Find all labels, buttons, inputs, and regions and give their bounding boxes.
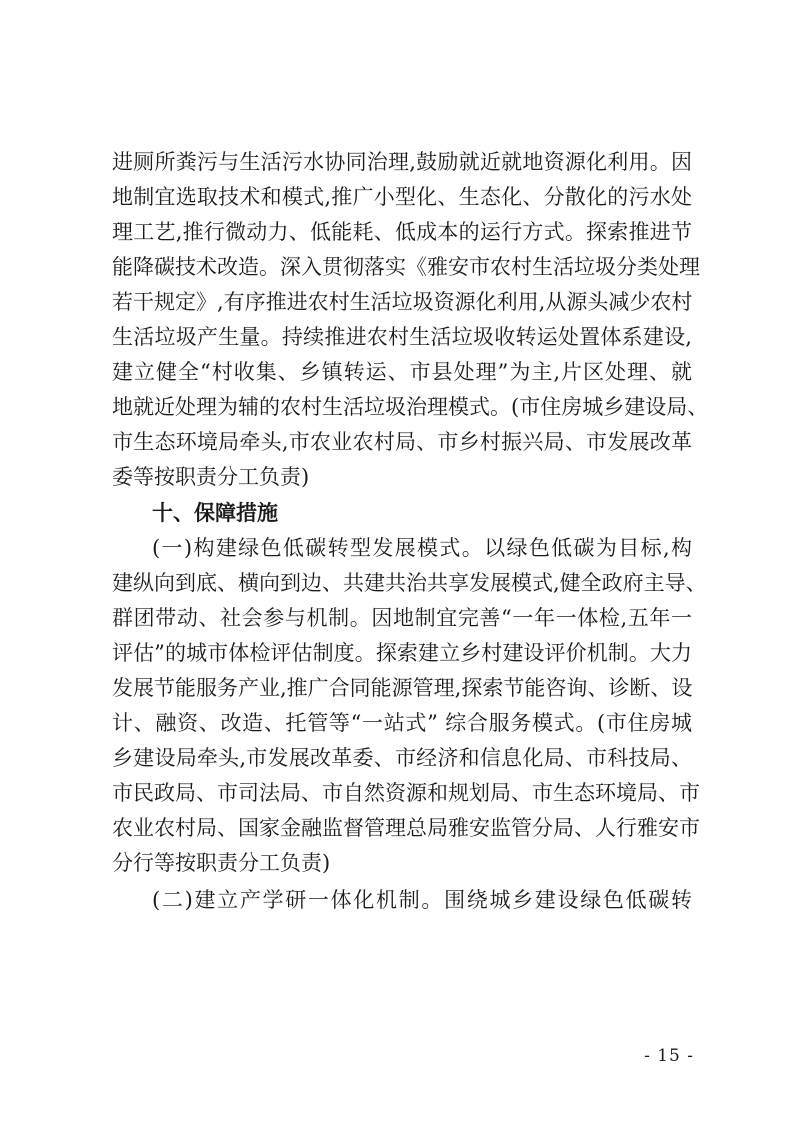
paragraph-line: 评估”的城市体检评估制度。探索建立乡村建设评价机制。大力: [112, 641, 692, 665]
page-number: - 15 -: [644, 1046, 694, 1066]
paragraph-line: 建立健全“村收集、乡镇转运、市县处理”为主,片区处理、就: [112, 360, 692, 384]
paragraph-line: (一)构建绿色低碳转型发展模式。以绿色低碳为目标,构: [152, 536, 692, 560]
paragraph-line: 市生态环境局牵头,市农业农村局、市乡村振兴局、市发展改革: [112, 430, 692, 454]
paragraph-line: 进厕所粪污与生活污水协同治理,鼓励就近就地资源化利用。因: [112, 150, 692, 174]
section-heading: 十、保障措施: [152, 501, 278, 525]
paragraph-line: 委等按职责分工负责): [112, 465, 310, 489]
paragraph-line: 地制宜选取技术和模式,推广小型化、生态化、分散化的污水处: [112, 185, 692, 209]
paragraph-line: 建纵向到底、横向到边、共建共治共享发展模式,健全政府主导、: [112, 571, 707, 595]
paragraph-line: (二)建立产学研一体化机制。围绕城乡建设绿色低碳转: [152, 888, 692, 912]
paragraph-line: 若干规定》,有序推进农村生活垃圾资源化利用,从源头减少农村: [112, 290, 693, 314]
paragraph-line: 发展节能服务产业,推广合同能源管理,探索节能咨询、诊断、设: [112, 676, 693, 700]
paragraph-line: 农业农村局、国家金融监督管理总局雅安监管分局、人行雅安市: [112, 816, 700, 840]
paragraph-line: 理工艺,推行微动力、低能耗、低成本的运行方式。探索推进节: [112, 220, 692, 244]
paragraph-line: 能降碳技术改造。深入贯彻落实《雅安市农村生活垃圾分类处理: [112, 255, 700, 279]
paragraph-line: 地就近处理为辅的农村生活垃圾治理模式。(市住房城乡建设局、: [112, 395, 709, 419]
paragraph-line: 计、融资、改造、托管等“一站式” 综合服务模式。(市住房城: [112, 711, 692, 735]
paragraph-line: 生活垃圾产生量。持续推进农村生活垃圾收转运处置体系建设,: [112, 325, 692, 349]
paragraph-line: 市民政局、市司法局、市自然资源和规划局、市生态环境局、市: [112, 781, 700, 805]
paragraph-line: 分行等按职责分工负责): [112, 851, 331, 875]
paragraph-line: 乡建设局牵头,市发展改革委、市经济和信息化局、市科技局、: [112, 746, 692, 770]
paragraph-line: 群团带动、社会参与机制。因地制宜完善“一年一体检,五年一: [112, 606, 692, 630]
